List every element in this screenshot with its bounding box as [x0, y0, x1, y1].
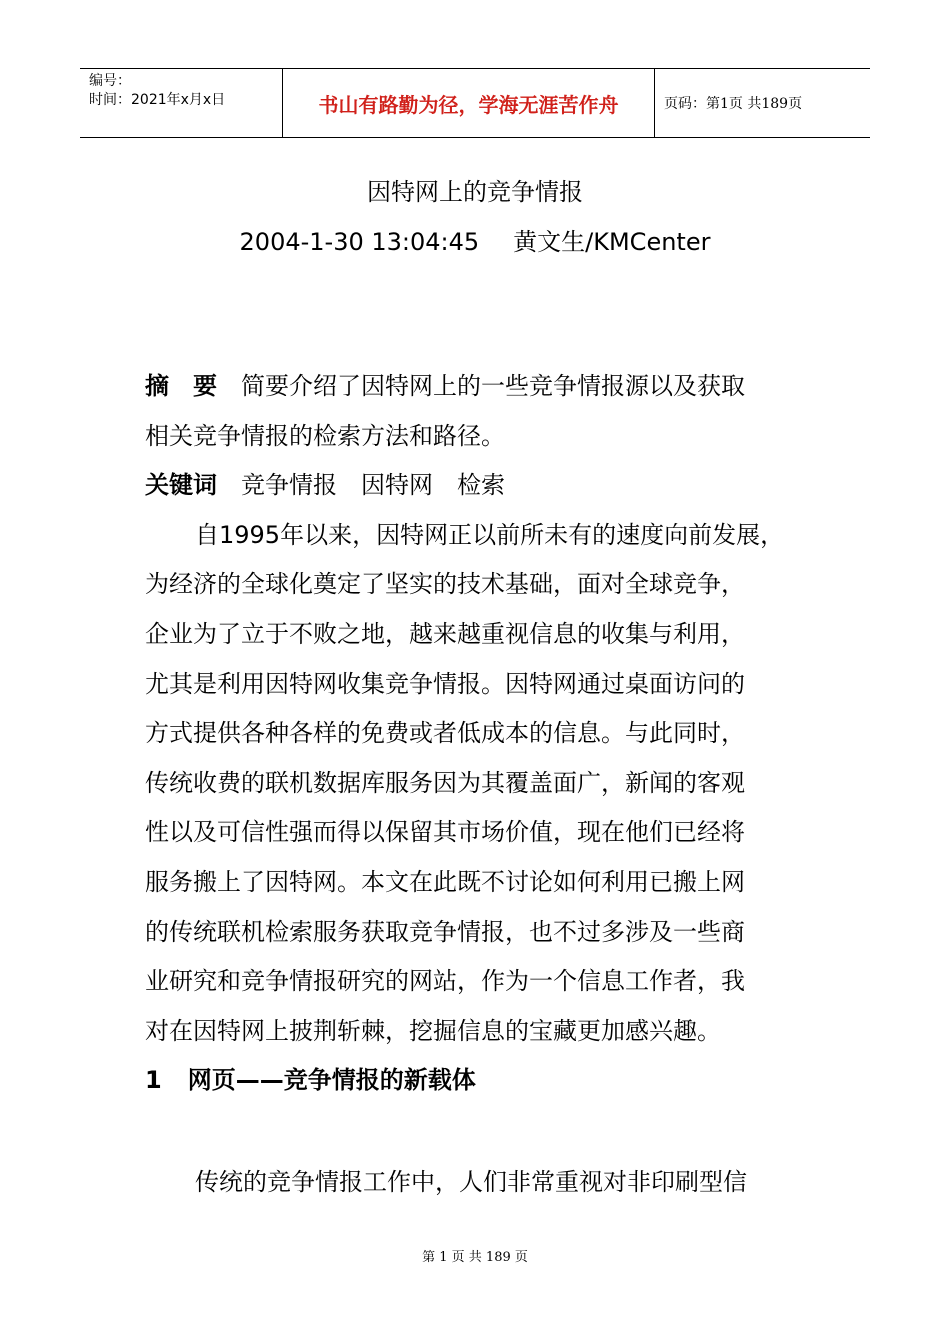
paragraph-line: 传统的竞争情报工作中，人们非常重视对非印刷型信: [195, 1168, 747, 1196]
section-number: 1: [145, 1066, 162, 1095]
paragraph-line: 对在因特网上披荆斩棘，挖掘信息的宝藏更加感兴趣。: [145, 1016, 721, 1045]
abstract-label: 摘 要: [145, 372, 217, 400]
section-title: 网页——竞争情报的新载体: [187, 1066, 476, 1095]
time-label: 时间：2021年x月x日: [89, 92, 226, 108]
article-byline: [0, 222, 950, 257]
section-heading: [145, 1056, 835, 1106]
paragraph-line: 自1995年以来，因特网正以前所未有的速度向前发展，: [195, 520, 785, 549]
paragraph-line: 传统收费的联机数据库服务因为其覆盖面广，新闻的客观: [145, 768, 745, 797]
byline-author: 黄文生/KMCenter: [513, 228, 711, 256]
abstract-line-2: 相关竞争情报的检索方法和路径。: [145, 421, 505, 450]
abstract-line-1: [145, 362, 835, 412]
paragraph-line: 为经济的全球化奠定了坚实的技术基础，面对全球竞争，: [145, 570, 745, 599]
keywords-label: 关键词: [145, 471, 217, 500]
abstract-text-1: 简要介绍了因特网上的一些竞争情报源以及获取: [241, 372, 745, 400]
keyword-item: 因特网: [361, 471, 433, 500]
page-header: [80, 68, 870, 138]
paragraph-line: 方式提供各种各样的免费或者低成本的信息。与此同时，: [145, 719, 745, 748]
paragraph-line: 的传统联机检索服务获取竞争情报，也不过多涉及一些商: [145, 917, 745, 946]
header-page-info: 页码：第1页 共189页: [664, 96, 803, 112]
byline-time: 2004-1-30 13:04:45: [239, 228, 480, 256]
page-footer: 第 1 页 共 189 页: [422, 1250, 528, 1265]
paragraph-line: 企业为了立于不败之地，越来越重视信息的收集与利用，: [145, 619, 745, 648]
header-motto: 书山有路勤为径，学海无涯苦作舟: [282, 69, 655, 137]
header-meta: [80, 69, 282, 137]
keyword-item: 竞争情报: [241, 471, 337, 500]
paragraph-line: 性以及可信性强而得以保留其市场价值，现在他们已经将: [145, 818, 745, 847]
paragraph-line: 业研究和竞争情报研究的网站，作为一个信息工作者，我: [145, 967, 745, 996]
article-body: [145, 362, 835, 1106]
keyword-item: 检索: [457, 471, 505, 500]
number-label: 编号：: [89, 73, 131, 89]
article-body-continued: [145, 1158, 835, 1208]
article-title: 因特网上的竞争情报: [367, 178, 583, 206]
paragraph-line: 尤其是利用因特网收集竞争情报。因特网通过桌面访问的: [145, 669, 745, 698]
paragraph-line: 服务搬上了因特网。本文在此既不讨论如何利用已搬上网: [145, 867, 745, 896]
keywords-line: [145, 461, 835, 511]
